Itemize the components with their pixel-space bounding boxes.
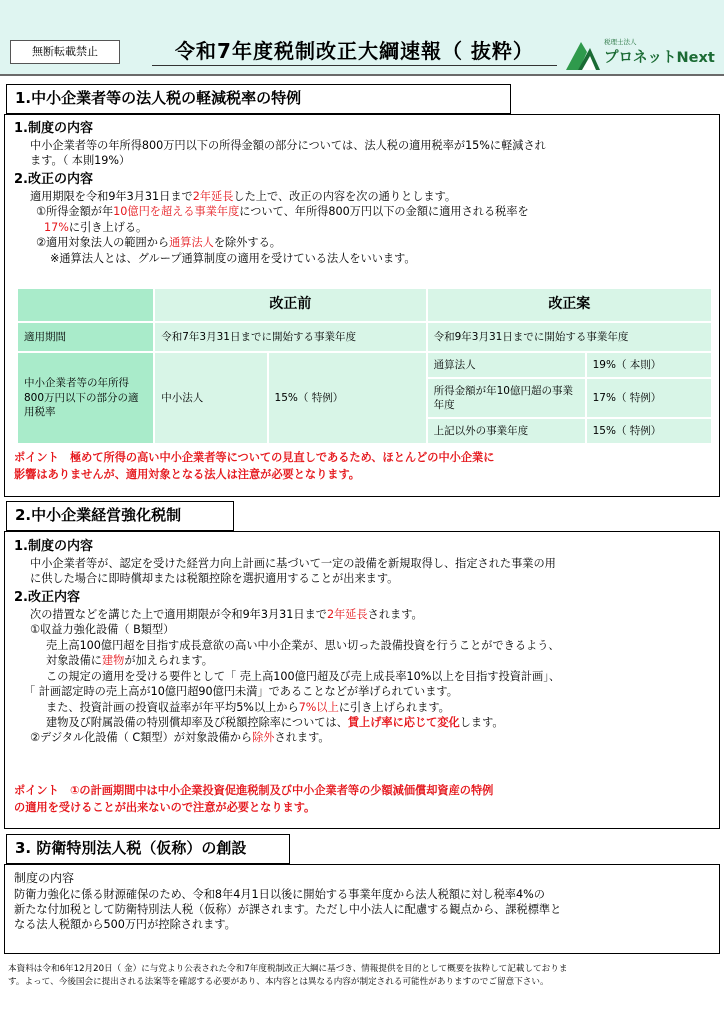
after-period: 令和9年3月31日までに開始する事業年度 bbox=[428, 323, 711, 351]
table-row-period bbox=[18, 323, 711, 351]
disclaimer-footer bbox=[8, 963, 716, 990]
after-row-rate: 15%（ 特例） bbox=[587, 419, 711, 443]
point-line-2: の適用を受けることが出来ないので注意が必要となります。 bbox=[14, 801, 316, 815]
s3-text-1: 防衛力強化に係る財源確保のため、令和8年4月1日以後に開始する事業年度から法人税額に対し税率4%の bbox=[14, 887, 545, 901]
text: ②デジタル化設備（ C類型）が対象設備から bbox=[30, 731, 253, 745]
comparison-table bbox=[16, 287, 713, 445]
section3-title: 3. 防衛特別法人税（仮称）の創設 bbox=[6, 834, 290, 864]
before-rate: 15%（ 特例） bbox=[269, 353, 426, 443]
highlight: 通算法人 bbox=[169, 236, 214, 250]
page-title: 令和7年度税制改正大綱速報（ 抜粋） bbox=[152, 36, 557, 66]
page-header bbox=[0, 0, 724, 76]
section1-content bbox=[14, 120, 714, 266]
after-row-rate: 19%（ 本則） bbox=[587, 353, 711, 377]
text: 次の措置などを講じた上で適用期限が令和9年3月31日まで bbox=[30, 607, 327, 621]
highlight: 建物 bbox=[101, 654, 125, 668]
footer-line-1: 本資料は令和6年12月20日（ 金）に与党より公表された令和7年度税制改正大綱に基づき、情報提供を目的として概要を抜粋して記載しておりま bbox=[8, 964, 568, 974]
s1-heading-system: 1.制度の内容 bbox=[14, 121, 93, 136]
highlight: 7%以上 bbox=[298, 700, 339, 714]
point-line-1: ポイント ①の計画期間中は中小企業投資促進税制及び中小企業者等の少額減価償却資産の特例 bbox=[14, 784, 494, 797]
s2-item-1-line-2 bbox=[14, 653, 716, 668]
s2-item-1-line-6 bbox=[14, 715, 716, 730]
highlight: 17% bbox=[44, 220, 69, 234]
section2-content bbox=[14, 538, 716, 746]
s2-revision-text bbox=[14, 607, 716, 622]
s1-revision-text bbox=[14, 189, 714, 204]
col-before-header: 改正前 bbox=[155, 289, 425, 321]
text: 適用期限を令和9年3月31日まで bbox=[30, 189, 193, 203]
row-rate-label: 中小企業者等の年所得800万円以下の部分の適用税率 bbox=[18, 353, 153, 443]
table-row-rate-1 bbox=[18, 353, 711, 377]
s1-heading-revision: 2.改正の内容 bbox=[14, 171, 93, 187]
after-row-label: 所得金額が年10億円超の事業年度 bbox=[428, 379, 585, 417]
footer-line-2: す。よって、今後国会に提出される法案等を確認する必要があり、本内容とは異なる内容が制定される可能性がありますのでご留意下さい。 bbox=[8, 977, 549, 988]
point-line-1: ポイント 極めて所得の高い中小企業者等についての見直しであるため、ほとんどの中小企業に bbox=[14, 451, 495, 464]
section1-title: 1.中小企業者等の法人税の軽減税率の特例 bbox=[6, 84, 511, 114]
text: に引き上げる。 bbox=[68, 220, 148, 234]
text: 対象設備に bbox=[46, 654, 102, 668]
text: ②適用対象法人の範囲から bbox=[36, 236, 170, 250]
s3-text-2: 新たな付加税として防衛特別法人税（仮称）が課されます。ただし中小法人に配慮する観点から、課税標準と bbox=[14, 903, 562, 916]
s2-item-1: ①収益力強化設備（ B類型） bbox=[30, 623, 175, 637]
logo-mountain-icon bbox=[566, 38, 600, 70]
s1-point bbox=[14, 449, 716, 484]
s2-system-text-1: 中小企業者等が、認定を受けた経営力向上計画に基づいて一定の設備を新規取得し、指定された事業の用 bbox=[30, 556, 556, 570]
logo-subtitle: 税理士法人 bbox=[604, 38, 637, 46]
text: します。 bbox=[459, 715, 504, 729]
s2-item-2 bbox=[14, 730, 716, 745]
s2-heading-system: 1.制度の内容 bbox=[14, 539, 93, 554]
text: を除外する。 bbox=[213, 236, 281, 250]
s3-heading: 制度の内容 bbox=[14, 871, 75, 885]
s1-system-text-2: ます。（ 本則19%） bbox=[30, 154, 131, 168]
s1-item-2 bbox=[14, 235, 714, 250]
s1-system-text-1: 中小企業者等の年所得800万円以下の所得金額の部分については、法人税の適用税率が15%に軽減され bbox=[30, 138, 546, 152]
highlight: 除外 bbox=[252, 731, 275, 745]
company-logo bbox=[566, 38, 721, 72]
after-row-label: 通算法人 bbox=[428, 353, 585, 377]
table-corner bbox=[18, 289, 153, 321]
after-row-rate: 17%（ 特例） bbox=[587, 379, 711, 417]
s2-item-1-line-4: 「 計画認定時の売上高が10億円超90億円未満」であることなどが挙げられています。 bbox=[24, 685, 458, 699]
s2-point bbox=[14, 782, 716, 817]
logo-name: プロネットNext bbox=[604, 50, 715, 66]
s1-note: ※通算法人とは、グループ通算制度の適用を受けている法人をいいます。 bbox=[50, 251, 416, 265]
after-row-label: 上記以外の事業年度 bbox=[428, 419, 585, 443]
s1-item-1-cont bbox=[14, 220, 714, 235]
highlight: 2年延長 bbox=[326, 607, 368, 621]
section2-title: 2.中小企業経営強化税制 bbox=[6, 501, 234, 531]
s1-item-1 bbox=[14, 204, 714, 219]
col-after-header: 改正案 bbox=[428, 289, 711, 321]
before-type: 中小法人 bbox=[155, 353, 266, 443]
text: されます。 bbox=[367, 607, 423, 621]
text: に引き上げられます。 bbox=[338, 700, 450, 714]
s2-item-1-line-3: この規定の適用を受ける要件として「 売上高100億円超及び売上成長率10%以上を目指す投資計画」、 bbox=[46, 669, 561, 683]
highlight: 10億円を超える事業年度 bbox=[113, 205, 240, 219]
no-reproduction-notice: 無断転載禁止 bbox=[10, 40, 120, 64]
s2-item-1-line-1: 売上高100億円超を目指す成長意欲の高い中小企業が、思い切った設備投資を行うことができるよう、 bbox=[46, 638, 560, 652]
text: が加えられます。 bbox=[124, 654, 213, 668]
section3-content bbox=[14, 870, 716, 933]
row-period-label: 適用期間 bbox=[18, 323, 153, 351]
text: 建物及び附属設備の特別償却率及び税額控除率については、 bbox=[46, 715, 348, 729]
text: した上で、改正の内容を次の通りとします。 bbox=[233, 189, 457, 203]
s2-heading-revision: 2.改正内容 bbox=[14, 589, 80, 605]
text: ①所得金額が年 bbox=[36, 205, 114, 219]
s3-text-3: なる法人税額から500万円が控除されます。 bbox=[14, 918, 236, 932]
point-line-2: 影響はありませんが、適用対象となる法人は注意が必要となります。 bbox=[14, 468, 360, 482]
highlight: 2年延長 bbox=[192, 189, 234, 203]
text: されます。 bbox=[274, 731, 330, 745]
s2-item-1-line-5 bbox=[14, 700, 716, 715]
text: について、年所得800万円以下の金額に適用される税率を bbox=[239, 205, 529, 219]
text: また、投資計画の投資収益率が年平均5%以上から bbox=[46, 700, 299, 714]
highlight: 賃上げ率に応じて変化 bbox=[347, 715, 460, 729]
before-period: 令和7年3月31日までに開始する事業年度 bbox=[155, 323, 425, 351]
s2-system-text-2: に供した場合に即時償却または税額控除を選択適用することが出来ます。 bbox=[30, 572, 399, 586]
table-header-row bbox=[18, 289, 711, 321]
